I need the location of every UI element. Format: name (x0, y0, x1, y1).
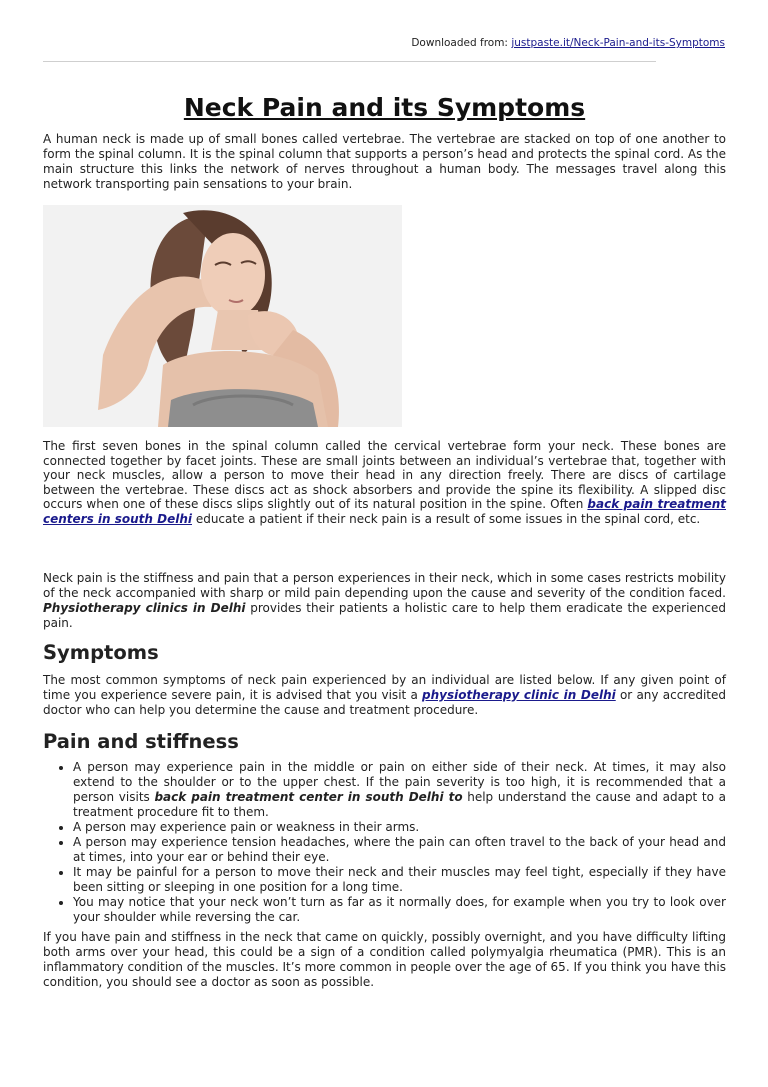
symptoms-paragraph (43, 673, 726, 718)
list-item: • You may notice that your neck won’t turn as far as it normally does, for example when you try to look over your shoulder while reversing the car. (73, 895, 726, 925)
pain-stiffness-heading: Pain and stiffness (43, 729, 239, 753)
neck-pain-paragraph (43, 571, 726, 631)
bullet1-text: A person may experience pain in the middle or pain on either side of their neck. At times, it may also extend to the shoulder or to the upper chest. If the pain severity is too high, it is recommended that a person visits (73, 759, 726, 804)
page-title: Neck Pain and its Symptoms (183, 93, 586, 122)
back-pain-treatment-link[interactable]: back pain treatment centers in south Delhi (43, 497, 727, 526)
symptom-list (43, 760, 726, 925)
downloaded-label: Downloaded from: (411, 37, 512, 49)
physiotherapy-clinics-bold: Physiotherapy clinics in Delhi (43, 600, 246, 615)
symptoms-heading: Symptoms (43, 640, 159, 664)
neck-pain-tail: provides their patients a holistic care to help them eradicate the experienced pain. (43, 600, 726, 630)
cervical-tail: educate a patient if their neck pain is a result of some issues in the spinal cord, etc. (192, 511, 701, 526)
header-divider (43, 61, 656, 62)
physiotherapy-clinic-link[interactable]: physiotherapy clinic in Delhi (422, 687, 616, 702)
symptoms-text: The most common symptoms of neck pain experienced by an individual are listed below. If any given point of time you experience severe pain, it is advised that you visit a (43, 672, 726, 702)
cervical-text: The first seven bones in the spinal column called the cervical vertebrae form your neck. These bones are connected together by facet joints. These are small joints between an individual’s vertebrae that, together with your neck muscles, allow a person to move their head in any direction freely. There are discs of cartilage between the vertebrae. These discs act as shock absorbers and provide the spine its flexibility. A slipped disc occurs when one of these discs slips slightly out of its natural position in the spine. Often (43, 439, 726, 512)
list-item: • It may be painful for a person to move their neck and their muscles may feel tight, especially if they have been sitting or sleeping in one position for a long time. (73, 865, 726, 895)
cervical-vertebrae-paragraph (43, 439, 726, 527)
woman-neck-pain-photo (43, 205, 402, 427)
document-body (43, 92, 726, 990)
pmr-paragraph: If you have pain and stiffness in the neck that came on quickly, possibly overnight, and you have difficulty lifting both arms over your head, this could be a sign of a condition called polymyalgia rheumatica (PMR). This is an inflammatory condition of the muscles. It’s more common in people over the age of 65. If you think you have this condition, you should see a doctor as soon as possible. (43, 929, 726, 989)
list-item (73, 760, 726, 820)
list-item: • A person may experience tension headaches, where the pain can often travel to the back of your head and at times, into your ear or behind their eye. (73, 835, 726, 865)
list-item: • A person may experience pain or weakness in their arms. (73, 820, 726, 835)
bullet1-tail: help understand the cause and adapt to a treatment procedure fit to them. (73, 789, 726, 819)
symptoms-tail: or any accredited doctor who can help you determine the cause and treatment procedure. (43, 687, 726, 717)
photo-illustration (43, 205, 402, 427)
back-pain-center-bold: back pain treatment center in south Delhi to (154, 789, 463, 804)
source-link[interactable]: justpaste.it/Neck-Pain-and-its-Symptoms (511, 37, 725, 49)
intro-paragraph: A human neck is made up of small bones called vertebrae. The vertebrae are stacked on top of one another to form the spinal column. It is the spinal column that supports a person’s head and protects the spinal cord. As the main structure this links the network of nerves throughout a human body. The messages travel along this network transporting pain sensations to your brain. (43, 132, 726, 191)
spacer (43, 527, 726, 571)
neck-pain-text: Neck pain is the stiffness and pain that a person experiences in their neck, which in some cases restricts mobility of the neck accompanied with sharp or mild pain depending upon the cause and severity of the condition faced. (43, 570, 726, 600)
download-source-note (411, 37, 725, 49)
